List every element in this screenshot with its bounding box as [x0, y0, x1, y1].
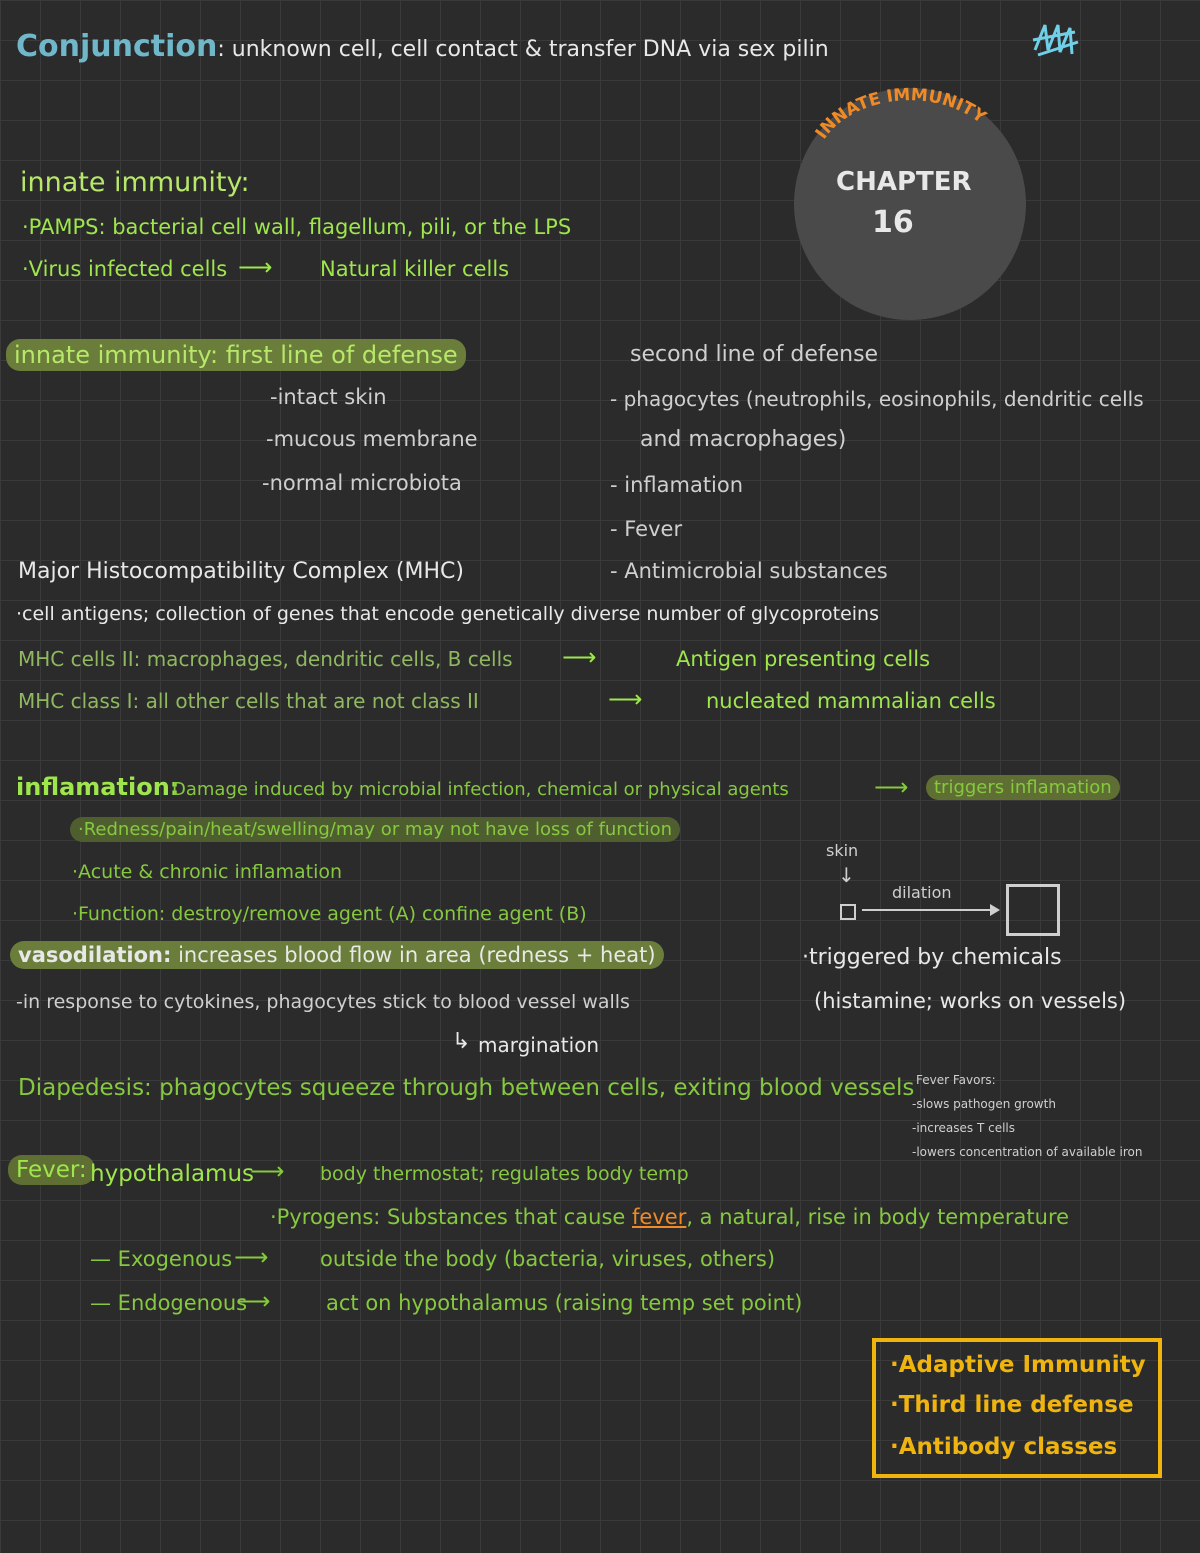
vasodilation-line [10, 944, 664, 967]
first-line-heading-text: innate immunity: first line of defense [6, 339, 466, 371]
chapter-arc-label: INNATE IMMUNITY [811, 84, 990, 143]
fever-notes-title: Fever Favors: [916, 1073, 996, 1087]
inflammation-acute: ·Acute & chronic inflamation [72, 861, 343, 883]
fever-arrow-icon: ⟶ [250, 1157, 285, 1185]
margination-label: margination [478, 1033, 600, 1057]
adaptive-box-item-third-line: ·Third line defense [890, 1392, 1134, 1418]
page-header [16, 30, 829, 63]
adaptive-box-item-adaptive: ·Adaptive Immunity [890, 1352, 1146, 1378]
virus-arrow-icon: ⟶ [238, 253, 273, 281]
inflammation-signs-text: ·Redness/pain/heat/swelling/may or may not have loss of function [70, 817, 680, 842]
first-line-item-skin: -intact skin [270, 385, 387, 409]
second-line-heading: second line of defense [630, 342, 879, 367]
chapter-number: 16 [872, 205, 914, 240]
pamps-line: ·PAMPS: bacterial cell wall, flagellum, pili, or the LPS [22, 215, 572, 239]
second-line-item-fever: - Fever [610, 517, 683, 541]
mhc-heading: Major Histocompatibility Complex (MHC) [18, 559, 464, 584]
adaptive-box-item-antibody: ·Antibody classes [890, 1434, 1118, 1460]
second-line-item-phagocytes: - phagocytes (neutrophils, eosinophils, dendritic cells [610, 387, 1144, 411]
mhc-antigens: ·cell antigens; collection of genes that encode genetically diverse number of glycoproteins [16, 603, 879, 625]
fever-notes-item-growth: -slows pathogen growth [912, 1097, 1056, 1111]
adaptive-immunity-box [872, 1338, 1162, 1478]
inflammation-function: ·Function: destroy/remove agent (A) confine agent (B) [72, 903, 587, 925]
first-line-item-microbiota: -normal microbiota [262, 471, 462, 495]
fever-thermostat: body thermostat; regulates body temp [320, 1163, 689, 1185]
diagram-dilation-arrow-icon [862, 900, 1002, 920]
vasodilation-text: increases blood flow in area (redness + heat) [178, 943, 656, 967]
inflammation-arrow-icon: ⟶ [874, 773, 909, 801]
inflammation-heading: inflamation: [16, 773, 180, 801]
endogenous-left: — Endogenous [90, 1291, 248, 1315]
mhc-class2-arrow-icon: ⟶ [562, 643, 597, 671]
exogenous-left: — Exogenous [90, 1247, 233, 1271]
innate-heading: innate immunity: [20, 167, 250, 198]
fever-hypothalamus: hypothalamus [90, 1161, 254, 1187]
fever-heading-text: Fever: [8, 1155, 95, 1185]
inflammation-damage: Damage induced by microbial infection, chemical or physical agents [172, 779, 789, 800]
virus-left: ·Virus infected cells [22, 257, 228, 281]
fever-notes-item-iron: -lowers concentration of available iron [912, 1145, 1143, 1159]
inflammation-signs [70, 820, 680, 840]
exogenous-right: outside the body (bacteria, viruses, others) [320, 1247, 776, 1271]
vasodilation-heading: vasodilation: [18, 943, 172, 967]
virus-right: Natural killer cells [320, 257, 510, 281]
pyrogens-line [270, 1206, 1069, 1229]
mhc-class1-right: nucleated mammalian cells [706, 689, 996, 713]
inflammation-triggers-text: triggers inflamation [926, 775, 1120, 800]
endogenous-right: act on hypothalamus (raising temp set point) [326, 1291, 803, 1315]
mhc-class2-right: Antigen presenting cells [676, 647, 931, 671]
mhc-class1-arrow-icon: ⟶ [608, 685, 643, 713]
fever-heading [8, 1158, 95, 1183]
endogenous-arrow-icon: ⟶ [236, 1287, 271, 1315]
diagram-small-square [840, 904, 856, 920]
svg-text:INNATE IMMUNITY [812, 85, 990, 143]
first-line-item-mucous: -mucous membrane [266, 427, 478, 451]
pyrogens-label: ·Pyrogens: Substances that cause [270, 1205, 633, 1229]
pyrogens-fever: fever [632, 1205, 687, 1229]
diagram-large-square [1006, 884, 1060, 936]
fever-notes-item-tcells: -increases T cells [912, 1121, 1016, 1135]
diagram-histamine: (histamine; works on vessels) [814, 989, 1127, 1013]
second-line-item-inflamation: - inflamation [610, 473, 744, 497]
chapter-label: CHAPTER [836, 167, 972, 197]
diagram-arrow-label: dilation [892, 883, 952, 902]
header-title-word: Conjunction [16, 29, 218, 64]
diagram-down-arrow-icon: ↓ [838, 863, 855, 887]
diagram-triggered: ·triggered by chemicals [802, 945, 1062, 970]
header-title-rest: : unknown cell, cell contact & transfer DNA via sex pilin [217, 37, 829, 62]
diapedesis-text: Diapedesis: phagocytes squeeze through between cells, exiting blood vessels [18, 1075, 915, 1101]
mhc-class2-left: MHC cells II: macrophages, dendritic cells, B cells [18, 647, 513, 671]
exogenous-arrow-icon: ⟶ [234, 1243, 269, 1271]
mhc-class1-left: MHC class I: all other cells that are not class II [18, 689, 479, 713]
second-line-item-macrophages: and macrophages) [640, 427, 847, 452]
vasodilation-response: -in response to cytokines, phagocytes stick to blood vessel walls [16, 991, 630, 1013]
scribble-icon [1030, 20, 1080, 60]
vasodilation-highlight [10, 941, 664, 969]
margination-arrow-icon: ↳ [452, 1029, 471, 1054]
pyrogens-rest: , a natural, rise in body temperature [686, 1205, 1070, 1229]
first-line-heading [6, 342, 466, 368]
diagram-skin-label: skin [826, 841, 859, 860]
inflammation-triggers [926, 778, 1120, 798]
second-line-item-antimicrobial: - Antimicrobial substances [610, 559, 888, 583]
